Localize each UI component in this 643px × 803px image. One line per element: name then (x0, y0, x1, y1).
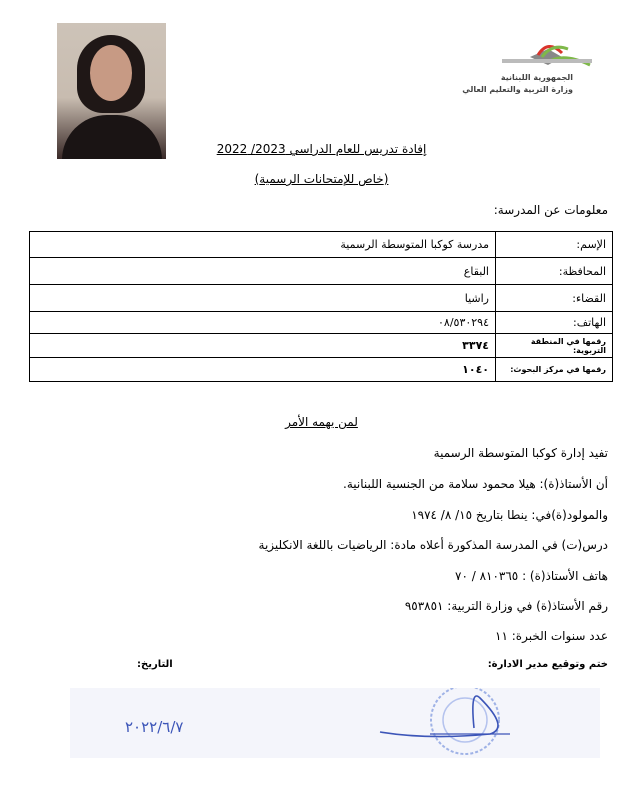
stamp-and-signature (70, 688, 600, 758)
ministry-line1: الجمهورية اللبنانية (500, 73, 573, 82)
ministry-logo (462, 35, 610, 100)
body-line: رقم الأستاذ(ة) في وزارة التربية: ٩٥٣٨٥١ (404, 599, 608, 613)
school-info-table (29, 231, 613, 382)
to-whom-heading: لمن يهمه الأمر (285, 415, 358, 429)
table-row (30, 232, 613, 258)
table-row (30, 285, 613, 312)
table-row (30, 358, 613, 382)
table-value: مدرسة كوكبا المتوسطة الرسمية (30, 232, 496, 258)
table-row (30, 334, 613, 358)
school-info-heading: معلومات عن المدرسة: (493, 203, 608, 217)
table-label: القضاء: (496, 285, 613, 312)
table-label: الإسم: (496, 232, 613, 258)
body-line: والمولود(ة)في: ينطا بتاريخ ١٥/ ٨/ ١٩٧٤ (411, 508, 608, 522)
body-line: أن الأستاذ(ة): هيلا محمود سلامة من الجنسية اللبنانية. (343, 477, 608, 491)
body-line: درس(ت) في المدرسة المذكورة أعلاه مادة: الرياضيات باللغة الانكليزية (258, 538, 608, 552)
document-subtitle: (خاص للإمتحانات الرسمية) (254, 172, 389, 186)
table-value: ٠٨/٥٣٠٢٩٤ (30, 312, 496, 334)
book-logo-icon (490, 35, 610, 75)
table-value: البقاع (30, 258, 496, 285)
body-line: هاتف الأستاذ(ة) : ٨١٠٣٦٥ / ٧٠ (455, 569, 608, 583)
table-value: ١٠٤٠ (30, 358, 496, 382)
handwritten-date: ٢٠٢٢/٦/٧ (125, 718, 184, 736)
body-line: تفيد إدارة كوكبا المتوسطة الرسمية (433, 446, 608, 460)
table-label: رقمها في المنطقة التربوية: (496, 334, 613, 358)
table-value: راشيا (30, 285, 496, 312)
ministry-line2: وزارة التربية والتعليم العالي (462, 85, 573, 94)
table-value: ٣٣٧٤ (30, 334, 496, 358)
table-row (30, 258, 613, 285)
document-title: إفادة تدريس للعام الدراسي 2023/ 2022 (216, 142, 427, 156)
table-row (30, 312, 613, 334)
signature-label: ختم وتوقيع مدير الادارة: (487, 659, 608, 670)
table-label: الهاتف: (496, 312, 613, 334)
body-line: عدد سنوات الخبرة: ١١ (495, 629, 608, 643)
teacher-photo (57, 23, 166, 159)
table-label: رقمها في مركز البحوث: (496, 358, 613, 382)
table-label: المحافظة: (496, 258, 613, 285)
date-label: التاريخ: (137, 659, 173, 670)
